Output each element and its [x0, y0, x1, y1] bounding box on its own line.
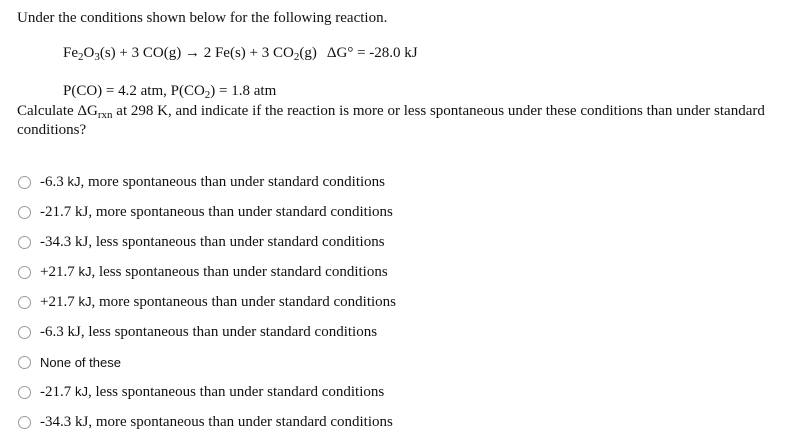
radio-button[interactable]: [18, 236, 31, 249]
option-rest: , more spontaneous than under standard conditions: [80, 173, 386, 190]
partial-pressures: [63, 82, 276, 100]
pressure-co2: ) = 1.8 atm: [210, 83, 277, 99]
equation-reactant-fe: Fe: [63, 45, 78, 61]
option-3[interactable]: [18, 227, 718, 257]
option-value: +21.7: [40, 263, 79, 280]
prompt-sub-rxn: rxn: [97, 109, 113, 121]
option-5[interactable]: [18, 287, 718, 317]
option-unit: kJ: [78, 293, 92, 309]
option-rest: , less spontaneous than under standard conditions: [88, 383, 385, 400]
option-label: [40, 174, 385, 191]
option-4[interactable]: [18, 257, 718, 287]
equation-product-state: (g): [299, 45, 317, 61]
option-value: -6.3: [40, 173, 68, 190]
equation-reactant-o: O: [83, 45, 95, 61]
option-7[interactable]: [18, 347, 718, 377]
radio-button[interactable]: [18, 176, 31, 189]
option-value: -21.7: [40, 383, 75, 400]
option-label: -34.3 kJ, less spontaneous than under standard conditions: [40, 233, 385, 250]
prompt-text-a: Calculate ΔG: [17, 103, 98, 119]
option-2[interactable]: [18, 197, 718, 227]
option-label: -34.3 kJ, more spontaneous than under standard conditions: [40, 413, 393, 430]
option-8[interactable]: [18, 377, 718, 407]
option-unit: kJ: [75, 383, 88, 399]
answer-options: [18, 167, 718, 437]
option-unit: kJ: [78, 263, 92, 279]
option-value: +21.7: [40, 293, 79, 310]
question-prompt: [17, 102, 777, 140]
question-intro: Under the conditions shown below for the following reaction.: [17, 10, 388, 26]
radio-button[interactable]: [18, 326, 31, 339]
equation-co2-sub: 2: [293, 51, 300, 63]
reaction-equation: [63, 44, 418, 62]
option-label: None of these: [40, 354, 121, 370]
option-label: -21.7 kJ, more spontaneous than under standard conditions: [40, 203, 393, 220]
option-rest: , more spontaneous than under standard conditions: [91, 293, 396, 310]
equation-sub-3: 3: [94, 51, 100, 63]
radio-button[interactable]: [18, 386, 31, 399]
option-label: [40, 384, 384, 401]
option-unit: kJ: [67, 173, 81, 189]
option-label: -6.3 kJ, less spontaneous than under standard conditions: [40, 323, 378, 340]
radio-button[interactable]: [18, 206, 31, 219]
option-1[interactable]: [18, 167, 718, 197]
equation-body: (s) + 3 CO(g) → 2 Fe(s) + 3 CO: [99, 45, 294, 61]
option-rest: , less spontaneous than under standard conditions: [91, 263, 388, 280]
pressure-co2-sub: 2: [204, 89, 211, 101]
option-label: [40, 294, 396, 311]
option-9[interactable]: [18, 407, 718, 437]
prompt-text-b: at 298 K, and indicate if the reaction is more or less spontaneous under these conditions than under standard conditions?: [17, 103, 765, 138]
option-label: [40, 264, 388, 281]
pressure-co: P(CO) = 4.2 atm, P(CO: [63, 83, 205, 99]
radio-button[interactable]: [18, 416, 31, 429]
delta-g-standard: ΔG° = -28.0 kJ: [326, 45, 418, 61]
equation-sub-2: 2: [78, 51, 84, 63]
option-6[interactable]: [18, 317, 718, 347]
radio-button[interactable]: [18, 266, 31, 279]
radio-button[interactable]: [18, 296, 31, 309]
radio-button[interactable]: [18, 356, 31, 369]
